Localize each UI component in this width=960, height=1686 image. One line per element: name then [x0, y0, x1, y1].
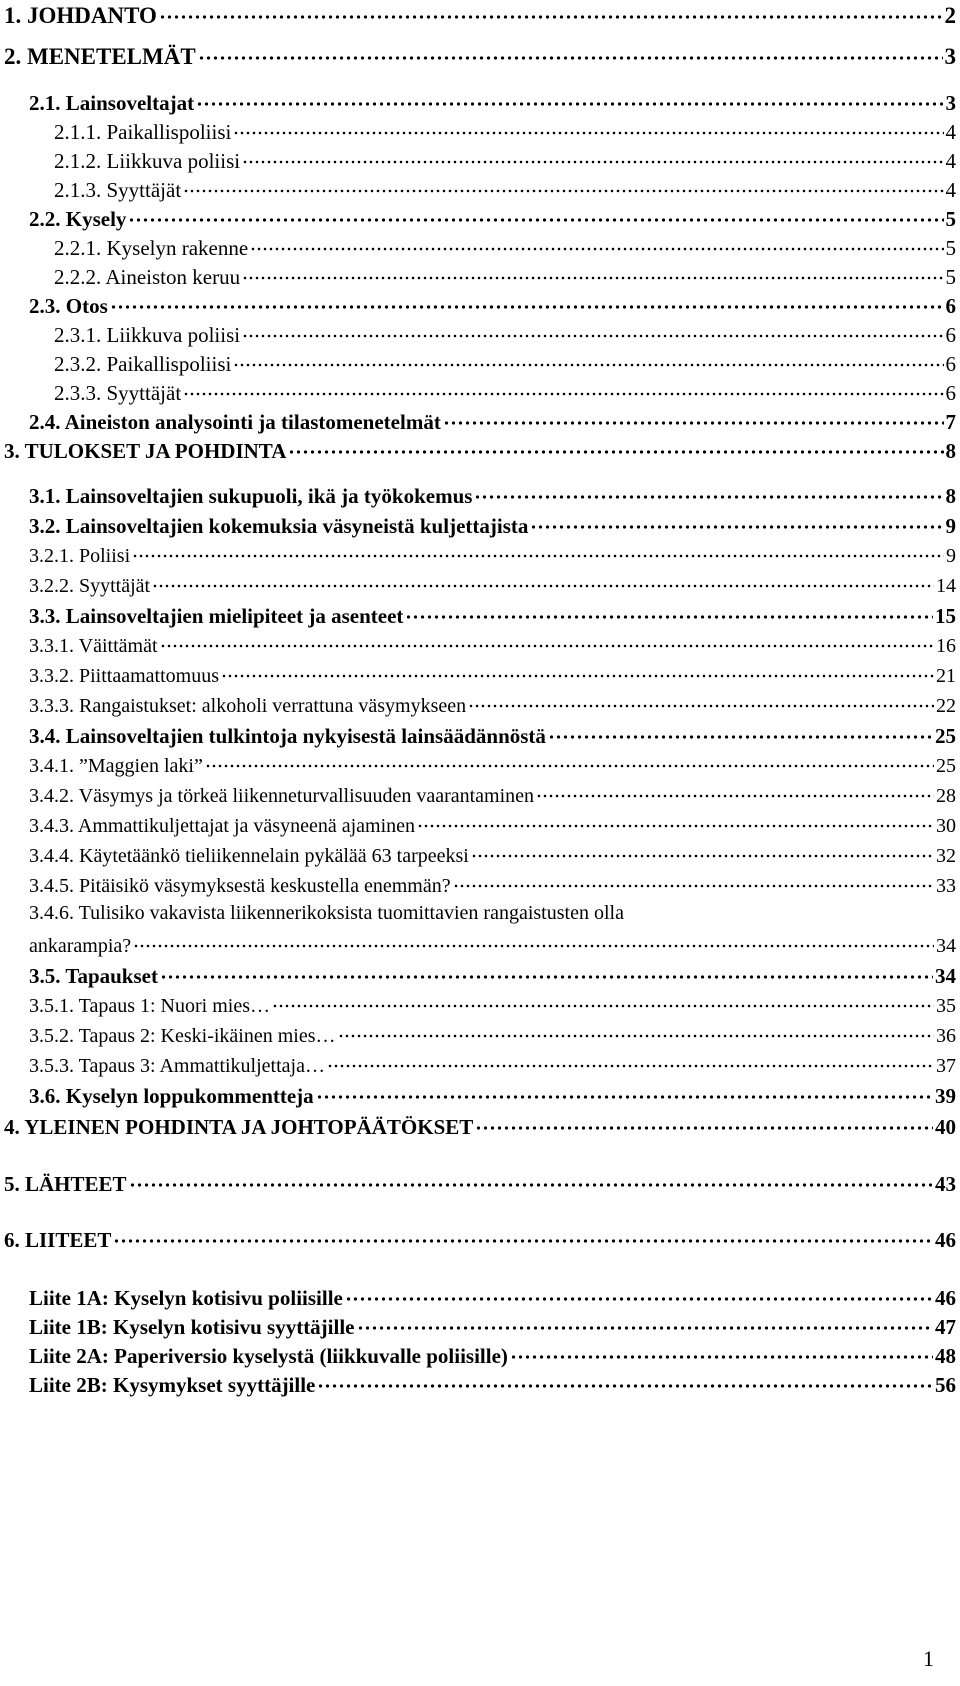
toc-entry[interactable]: [54, 263, 956, 290]
toc-entry[interactable]: [29, 89, 956, 116]
dot-leader: [113, 1226, 933, 1247]
toc-entry-title: 3.5.1. Tapaus 1: Nuori mies…: [29, 995, 270, 1017]
dot-leader: [242, 321, 943, 342]
toc-entry-title: 3.1. Lainsoveltajien sukupuoli, ikä ja työkokemus: [29, 484, 473, 508]
dot-leader: [510, 1342, 933, 1363]
dot-leader: [272, 992, 934, 1012]
toc-entry-page: 33: [936, 875, 956, 897]
toc-entry-page: 39: [935, 1084, 956, 1108]
toc-entry-page: 34: [935, 964, 956, 988]
dot-leader: [357, 1313, 934, 1334]
toc-entry[interactable]: [29, 512, 956, 539]
toc-entry[interactable]: [29, 632, 956, 658]
toc-entry-page: 4: [945, 149, 956, 173]
toc-entry-title: 3.3.1. Väittämät: [29, 635, 158, 657]
dot-leader: [205, 752, 934, 772]
toc-entry-title: 3.2.2. Syyttäjät: [29, 575, 151, 597]
toc-entry-page: 35: [936, 995, 956, 1017]
dot-leader: [133, 932, 934, 952]
toc-entry-page: 3: [944, 44, 956, 69]
toc-entry-page: 16: [936, 635, 956, 657]
toc-entry-title: Liite 2B: Kysymykset syyttäjille: [29, 1373, 316, 1397]
toc-entry[interactable]: [29, 692, 956, 718]
toc-entry-title: 2.3.3. Syyttäjät: [54, 381, 182, 405]
toc-entry[interactable]: [29, 722, 956, 749]
toc-entry[interactable]: [4, 0, 956, 29]
dot-leader: [250, 234, 943, 255]
dot-leader: [221, 662, 934, 682]
toc-entry[interactable]: [4, 1113, 956, 1140]
toc-entry[interactable]: [29, 542, 956, 568]
toc-entry-page: 37: [936, 1055, 956, 1077]
toc-entry-title: 3.3. Lainsoveltajien mielipiteet ja asenteet: [29, 604, 404, 628]
toc-entry-title: 6. LIITEET: [4, 1228, 112, 1252]
toc-entry-page: 6: [945, 294, 956, 318]
toc-entry-page: 25: [935, 724, 956, 748]
toc-entry-page: 5: [945, 207, 956, 231]
toc-entry-page: 6: [945, 323, 956, 347]
toc-entry-title: 4. YLEINEN POHDINTA JA JOHTOPÄÄTÖKSET: [4, 1115, 474, 1139]
toc-entry-title: 2.4. Aineiston analysointi ja tilastomenetelmät: [29, 410, 441, 434]
dot-leader: [160, 632, 935, 652]
dot-leader: [536, 782, 934, 802]
toc-entry-page: 47: [935, 1315, 956, 1339]
toc-entry-page: 22: [936, 695, 956, 717]
toc-entry-page: 34: [936, 935, 956, 957]
toc-entry-page: 48: [935, 1344, 956, 1368]
toc-entry[interactable]: [54, 379, 956, 406]
toc-entry[interactable]: [29, 1313, 956, 1340]
toc-entry[interactable]: [4, 1170, 956, 1197]
toc-entry[interactable]: [29, 782, 956, 808]
toc-entry-title: 2.1. Lainsoveltajat: [29, 91, 195, 115]
toc-entry-page: 43: [935, 1172, 956, 1196]
toc-entry-title: 3.6. Kyselyn loppukommentteja: [29, 1084, 314, 1108]
toc-entry-page: 36: [936, 1025, 956, 1047]
toc-entry-page: 9: [946, 545, 956, 567]
dot-leader: [453, 872, 934, 892]
toc-entry-title: 2.1.3. Syyttäjät: [54, 178, 182, 202]
page-number: 1: [923, 1646, 934, 1671]
toc-entry[interactable]: [29, 932, 956, 958]
toc-entry-title: 3.4.3. Ammattikuljettajat ja väsyneenä ajaminen: [29, 815, 415, 837]
toc-entry[interactable]: [29, 1371, 956, 1398]
toc-entry-page: 30: [936, 815, 956, 837]
toc-entry[interactable]: [29, 752, 956, 778]
toc-entry-page: 56: [935, 1373, 956, 1397]
toc-entry-page: 5: [945, 236, 956, 260]
dot-leader: [417, 812, 934, 832]
toc-entry-title: 2.3.1. Liikkuva poliisi: [54, 323, 241, 347]
toc-entry[interactable]: [29, 1082, 956, 1109]
toc-entry[interactable]: [54, 234, 956, 261]
toc-entry-page: 9: [945, 514, 956, 538]
toc-entry-title: 3.3.3. Rangaistukset: alkoholi verrattuna väsymykseen: [29, 695, 467, 717]
toc-entry-title: 3.5.3. Tapaus 3: Ammattikuljettaja…: [29, 1055, 325, 1077]
toc-entry-title: 3.2. Lainsoveltajien kokemuksia väsyneistä kuljettajista: [29, 514, 529, 538]
toc-entry-title: 5. LÄHTEET: [4, 1172, 127, 1196]
toc-entry-title: 2.2. Kysely: [29, 207, 127, 231]
toc-entry[interactable]: [29, 292, 956, 319]
toc-entry-page: 46: [935, 1228, 956, 1252]
toc-entry-page: 7: [945, 410, 956, 434]
dot-leader: [110, 292, 944, 313]
dot-leader: [471, 842, 934, 862]
toc-entry-title: 2. MENETELMÄT: [4, 44, 196, 69]
toc-entry[interactable]: [4, 1226, 956, 1253]
toc-entry-title: 3.3.2. Piittaamattomuus: [29, 665, 219, 687]
toc-entry[interactable]: [54, 321, 956, 348]
dot-leader: [129, 1170, 933, 1191]
toc-entry-title: 2.3. Otos: [29, 294, 108, 318]
toc-entry-page: 32: [936, 845, 956, 867]
dot-leader: [530, 512, 943, 533]
toc-entry[interactable]: [29, 602, 956, 629]
dot-leader: [548, 722, 933, 743]
toc-entry-page: 3: [945, 91, 956, 115]
dot-leader: [405, 602, 933, 623]
dot-leader: [475, 1113, 933, 1134]
toc-entry-title: 3.2.1. Poliisi: [29, 545, 131, 567]
toc-entry-title: 3.4. Lainsoveltajien tulkintoja nykyisestä lainsäädännöstä: [29, 724, 546, 748]
toc-entry-title: 3.5.2. Tapaus 2: Keski-ikäinen mies…: [29, 1025, 336, 1047]
toc-entry-title: Liite 1A: Kyselyn kotisivu poliisille: [29, 1286, 343, 1310]
toc-entry-page: 28: [936, 785, 956, 807]
dot-leader: [160, 962, 933, 983]
toc-entry-title: 3.4.6. Tulisiko vakavista liikennerikoksista tuomittavien rangaistusten olla: [29, 902, 624, 924]
toc-entry[interactable]: [29, 572, 956, 598]
toc-entry[interactable]: [29, 962, 956, 989]
dot-leader: [183, 379, 943, 400]
dot-leader: [152, 572, 934, 592]
dot-leader: [242, 263, 943, 284]
toc-entry-title: 3. TULOKSET JA POHDINTA: [4, 439, 287, 463]
toc-entry[interactable]: [54, 118, 956, 145]
toc-entry-page: 46: [935, 1286, 956, 1310]
dot-leader: [196, 89, 943, 110]
dot-leader: [233, 118, 943, 139]
toc-entry-title-continuation: ankarampia?: [29, 935, 132, 957]
toc-entry-title: 3.4.2. Väsymys ja törkeä liikenneturvallisuuden vaarantaminen: [29, 785, 535, 807]
toc-entry[interactable]: [54, 350, 956, 377]
toc-entry-page: 8: [945, 484, 956, 508]
toc-entry-page: 8: [945, 439, 956, 463]
dot-leader: [132, 542, 944, 562]
toc-entry[interactable]: [29, 1052, 956, 1078]
toc-entry-page: 6: [945, 352, 956, 376]
toc-entry-page: 4: [945, 178, 956, 202]
dot-leader: [327, 1052, 934, 1072]
toc-entry-title: 3.4.4. Käytetäänkö tieliikennelain pykälää 63 tarpeeksi: [29, 845, 469, 867]
toc-entry-page: 2: [944, 3, 956, 28]
dot-leader: [443, 408, 944, 429]
toc-entry-page: 5: [945, 265, 956, 289]
dot-leader: [242, 147, 943, 168]
toc-entry-title: 2.3.2. Paikallispoliisi: [54, 352, 232, 376]
dot-leader: [468, 692, 934, 712]
toc-entry-title: 3.4.1. ”Maggien laki”: [29, 755, 203, 777]
dot-leader: [345, 1284, 933, 1305]
toc-entry-page: 14: [936, 575, 956, 597]
toc-entry[interactable]: [29, 662, 956, 688]
toc-entry[interactable]: [29, 1022, 956, 1048]
dot-leader: [159, 0, 943, 23]
toc-entry[interactable]: [29, 872, 956, 898]
toc-entry[interactable]: [29, 482, 956, 509]
toc-entry-title: 2.2.2. Aineiston keruu: [54, 265, 241, 289]
toc-entry-title: 3.5. Tapaukset: [29, 964, 158, 988]
toc-entry[interactable]: [29, 812, 956, 838]
toc-entry-title: Liite 1B: Kyselyn kotisivu syyttäjille: [29, 1315, 355, 1339]
toc-entry-title: 2.1.1. Paikallispoliisi: [54, 120, 232, 144]
toc-entry[interactable]: [29, 1284, 956, 1311]
dot-leader: [198, 41, 943, 64]
dot-leader: [288, 437, 943, 458]
toc-entry[interactable]: [4, 41, 956, 70]
toc-entry-page: 21: [936, 665, 956, 687]
toc-entry-page: 25: [936, 755, 956, 777]
toc-entry-title: Liite 2A: Paperiversio kyselystä (liikkuvalle poliisille): [29, 1344, 508, 1368]
toc-entry-title: 1. JOHDANTO: [4, 3, 157, 28]
toc-entry[interactable]: [4, 437, 956, 464]
toc-entry[interactable]: [29, 992, 956, 1018]
toc-entry-title: 2.1.2. Liikkuva poliisi: [54, 149, 241, 173]
toc-entry[interactable]: [29, 1342, 956, 1369]
toc-entry[interactable]: [29, 205, 956, 232]
dot-leader: [233, 350, 943, 371]
toc-entry-page: 40: [935, 1115, 956, 1139]
toc-entry-page: 4: [945, 120, 956, 144]
toc-entry-title: 3.4.5. Pitäisikö väsymyksestä keskustella enemmän?: [29, 875, 451, 897]
toc-entry-page: 6: [945, 381, 956, 405]
toc-entry[interactable]: [29, 408, 956, 435]
toc-entry[interactable]: [54, 176, 956, 203]
toc-entry-title: 2.2.1. Kyselyn rakenne: [54, 236, 249, 260]
dot-leader: [128, 205, 943, 226]
dot-leader: [183, 176, 943, 197]
dot-leader: [474, 482, 943, 503]
dot-leader: [317, 1371, 933, 1392]
dot-leader: [338, 1022, 934, 1042]
toc-entry[interactable]: [54, 147, 956, 174]
dot-leader: [316, 1082, 933, 1103]
toc-entry-page: 15: [935, 604, 956, 628]
toc-entry[interactable]: [29, 842, 956, 868]
